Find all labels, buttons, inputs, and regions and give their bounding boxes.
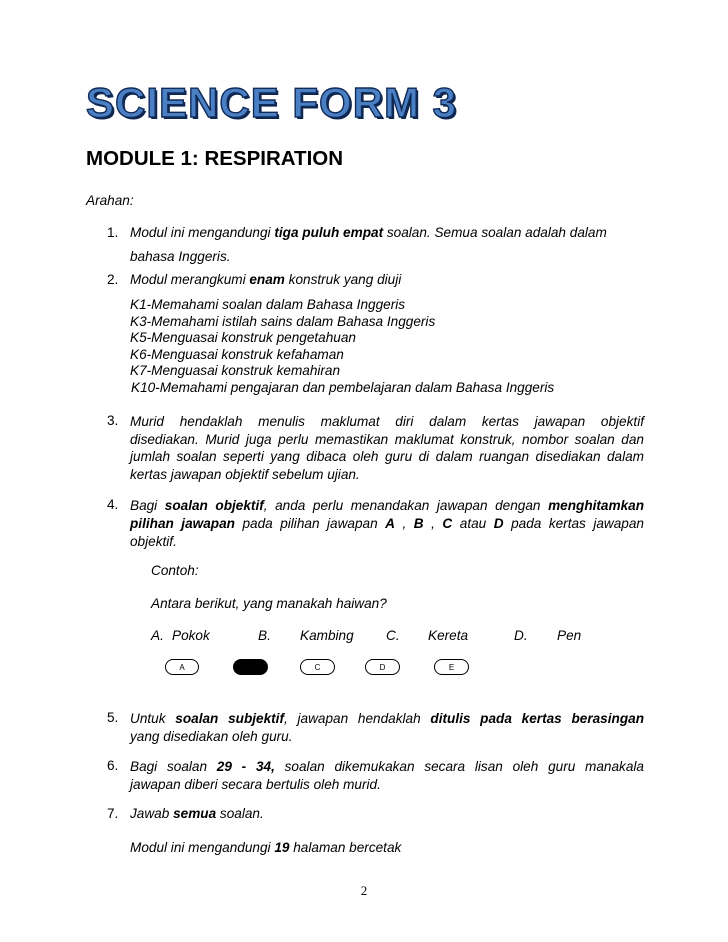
- item-number: 6.: [107, 758, 119, 773]
- paragraph-line: [130, 758, 644, 776]
- emphasis-text: soalan subjektif: [175, 711, 284, 726]
- emphasis-text: 19: [274, 840, 290, 855]
- item-3-paragraph: [130, 413, 644, 483]
- text: Untuk: [130, 711, 176, 726]
- text: Bagi soalan: [130, 759, 217, 774]
- construct-item: K5-Menguasai konstruk pengetahuan: [130, 330, 356, 345]
- emphasis-text: A: [385, 516, 395, 531]
- text: Modul ini mengandungi: [130, 840, 275, 855]
- emphasis-text: 29 - 34,: [216, 759, 275, 774]
- emphasis-text: semua: [173, 806, 217, 821]
- text: ,: [395, 516, 414, 531]
- item-number: 5.: [107, 710, 119, 725]
- text: Modul merangkumi: [130, 272, 250, 287]
- emphasis-text: B: [413, 516, 424, 531]
- option-label: D.: [514, 628, 528, 643]
- option-label: A.: [151, 628, 164, 643]
- paragraph-line: objektif.: [130, 534, 177, 549]
- page-count-note: [130, 840, 401, 855]
- emphasis-text: C: [442, 516, 453, 531]
- construct-item: K3-Memahami istilah sains dalam Bahasa Inggeris: [130, 314, 436, 329]
- answer-bubble-b-filled[interactable]: [233, 659, 268, 675]
- paragraph-line: jawapan diberi secara bertulis oleh murid.: [130, 777, 381, 792]
- emphasis-text: D: [493, 516, 504, 531]
- text: Modul ini mengandungi: [130, 225, 275, 240]
- item-number: 2.: [107, 272, 119, 287]
- example-question: Antara berikut, yang manakah haiwan?: [151, 596, 387, 611]
- item-5-paragraph: [130, 710, 644, 746]
- emphasis-text: pilihan jawapan: [130, 516, 235, 531]
- emphasis-text: ditulis pada kertas berasingan: [430, 711, 644, 726]
- text: atau: [452, 516, 494, 531]
- option-label: C.: [386, 628, 400, 643]
- item-2-text: [130, 272, 401, 287]
- item-7-text: [130, 806, 264, 821]
- answer-bubble-d[interactable]: D: [365, 659, 400, 675]
- answer-bubble-e[interactable]: E: [434, 659, 469, 675]
- instructions-label: Arahan:: [86, 193, 134, 208]
- paragraph-line: [130, 710, 644, 728]
- text: , anda perlu menandakan jawapan dengan: [263, 498, 549, 513]
- example-label: Contoh:: [151, 563, 199, 578]
- text: soalan.: [216, 806, 264, 821]
- subject-title: SCIENCE FORM 3: [86, 79, 458, 126]
- paragraph-line: [130, 515, 644, 533]
- option-text: Pokok: [172, 628, 210, 643]
- option-text: Pen: [557, 628, 582, 643]
- page-number: 2: [360, 883, 368, 898]
- emphasis-text: tiga puluh empat: [274, 225, 384, 240]
- item-1-line-1: [130, 225, 607, 240]
- construct-item: K1-Memahami soalan dalam Bahasa Inggeris: [130, 297, 406, 312]
- construct-item: K6-Menguasai konstruk kefahaman: [130, 347, 344, 362]
- paragraph-line: kertas jawapan objektif sebelum ujian.: [130, 466, 360, 482]
- paragraph-line: jumlah soalan seperti yang dibaca oleh guru di dalam ruangan disediakan dalam: [130, 449, 644, 464]
- option-text: Kereta: [428, 628, 469, 643]
- item-1-line-2: bahasa Inggeris.: [130, 249, 231, 264]
- option-text: Kambing: [300, 628, 354, 643]
- text: soalan. Semua soalan adalah dalam: [383, 225, 607, 240]
- paragraph-line: [130, 497, 644, 515]
- text: konstruk yang diuji: [284, 272, 402, 287]
- text: pada pilihan jawapan: [234, 516, 386, 531]
- paragraph-line: Murid hendaklah menulis maklumat diri dalam kertas jawapan objektif: [130, 414, 644, 429]
- item-number: 1.: [107, 225, 119, 240]
- text: halaman bercetak: [289, 840, 402, 855]
- text: ,: [423, 516, 443, 531]
- construct-item: K10-Memahami pengajaran dan pembelajaran dalam Bahasa Inggeris: [131, 380, 555, 395]
- item-number: 4.: [107, 497, 119, 512]
- module-title: MODULE 1: RESPIRATION: [86, 147, 344, 170]
- item-number: 3.: [107, 413, 119, 428]
- text: soalan dikemukakan secara lisan oleh guru manakala: [274, 759, 644, 774]
- item-number: 7.: [107, 806, 119, 821]
- paragraph-line: disediakan. Murid juga perlu memastikan maklumat konstruk, nombor soalan dan: [130, 431, 644, 447]
- paragraph-line: yang disediakan oleh guru.: [130, 729, 293, 744]
- text: Bagi: [130, 498, 165, 513]
- answer-bubble-c[interactable]: C: [300, 659, 335, 675]
- item-6-paragraph: [130, 758, 644, 794]
- text: pada kertas jawapan: [503, 516, 644, 531]
- text: , jawapan hendaklah: [283, 711, 431, 726]
- option-label: B.: [258, 628, 271, 643]
- construct-item: K7-Menguasai konstruk kemahiran: [130, 363, 341, 378]
- item-4-paragraph: [130, 497, 644, 551]
- text: Jawab: [130, 806, 174, 821]
- answer-bubble-a[interactable]: A: [165, 659, 199, 675]
- emphasis-text: enam: [249, 272, 285, 287]
- emphasis-text: soalan objektif: [164, 498, 264, 513]
- emphasis-text: menghitamkan: [548, 498, 644, 513]
